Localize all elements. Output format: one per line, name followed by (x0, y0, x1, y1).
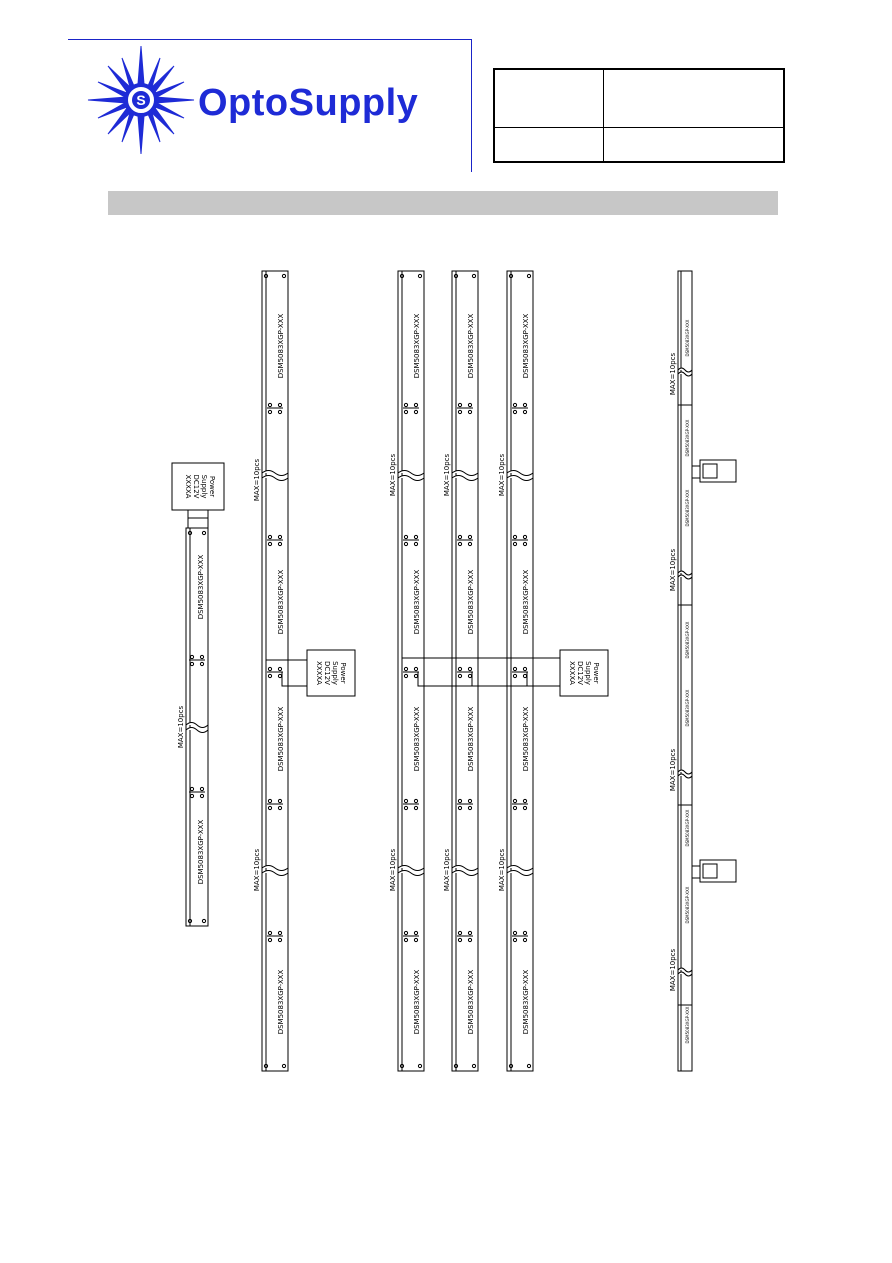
max-label: MAX=10pcs (253, 848, 261, 892)
led-strip (678, 271, 692, 1071)
max-label: MAX=10pcs (253, 458, 261, 502)
max-label: MAX=10pcs (498, 453, 506, 497)
strip-label: DSM5083XGP-XXX (522, 313, 530, 379)
wire (402, 658, 560, 672)
strip-label: DSM5083XGP-XXX (522, 706, 530, 772)
strip-label: DSM5083XGP-XXX (467, 313, 475, 379)
power-supply-label: Supply (200, 474, 208, 499)
strip-label: DSM5083XGP-XXX (685, 489, 690, 527)
strip-label: DSM5083XGP-XXX (685, 419, 690, 457)
max-label: MAX=10pcs (498, 848, 506, 892)
power-supply-label: XXXXA (568, 661, 576, 685)
max-label: MAX=10pcs (669, 748, 677, 792)
strip-label: DSM5083XGP-XXX (277, 569, 285, 635)
strip-label: DSM5083XGP-XXX (413, 969, 421, 1035)
strip-label: DSM5083XGP-XXX (413, 706, 421, 772)
power-supply-label: Power (208, 475, 216, 498)
strip-label: DSM5083XGP-XXX (685, 1006, 690, 1044)
power-supply-label: Supply (331, 661, 339, 685)
max-label: MAX=10pcs (669, 548, 677, 592)
strip-label: DSM5083XGP-XXX (277, 313, 285, 379)
power-supply-label: XXXXA (315, 661, 323, 685)
power-supply-label: XXXXA (184, 474, 192, 499)
svg-text:S: S (136, 92, 146, 108)
strip-label: DSM5083XGP-XXX (685, 319, 690, 357)
power-supply-box (700, 460, 736, 482)
strip-label: DSM5083XGP-XXX (685, 689, 690, 727)
max-label: MAX=10pcs (389, 453, 397, 497)
wire (418, 672, 560, 686)
max-label: MAX=10pcs (389, 848, 397, 892)
strip-label: DSM5083XGP-XXX (685, 809, 690, 847)
max-label: MAX=10pcs (443, 453, 451, 497)
max-label: MAX=10pcs (177, 705, 185, 749)
strip-label: DSM5083XGP-XXX (413, 313, 421, 379)
max-label: MAX=10pcs (669, 352, 677, 396)
strip-label: DSM5083XGP-XXX (197, 554, 205, 620)
power-supply-box (700, 860, 736, 882)
strip-label: DSM5083XGP-XXX (467, 706, 475, 772)
strip-label: DSM5083XGP-XXX (685, 886, 690, 924)
strip-label: DSM5083XGP-XXX (197, 819, 205, 885)
strip-label: DSM5083XGP-XXX (522, 569, 530, 635)
power-supply-label: DC12V (192, 474, 200, 499)
power-supply-label: DC12V (576, 661, 584, 685)
max-label: MAX=10pcs (443, 848, 451, 892)
max-label: MAX=10pcs (669, 948, 677, 992)
strip-label: DSM5083XGP-XXX (467, 969, 475, 1035)
strip-label: DSM5083XGP-XXX (685, 621, 690, 659)
strip-label: DSM5083XGP-XXX (277, 706, 285, 772)
strip-label: DSM5083XGP-XXX (413, 569, 421, 635)
strip-label: DSM5083XGP-XXX (277, 969, 285, 1035)
power-supply-label: Power (339, 662, 347, 684)
strip-label: DSM5083XGP-XXX (467, 569, 475, 635)
strip-label: DSM5083XGP-XXX (522, 969, 530, 1035)
power-supply-label: DC12V (323, 661, 331, 685)
power-supply-label: Supply (584, 661, 592, 685)
brand-name: OptoSupply (198, 82, 419, 124)
power-supply-label: Power (592, 662, 600, 684)
